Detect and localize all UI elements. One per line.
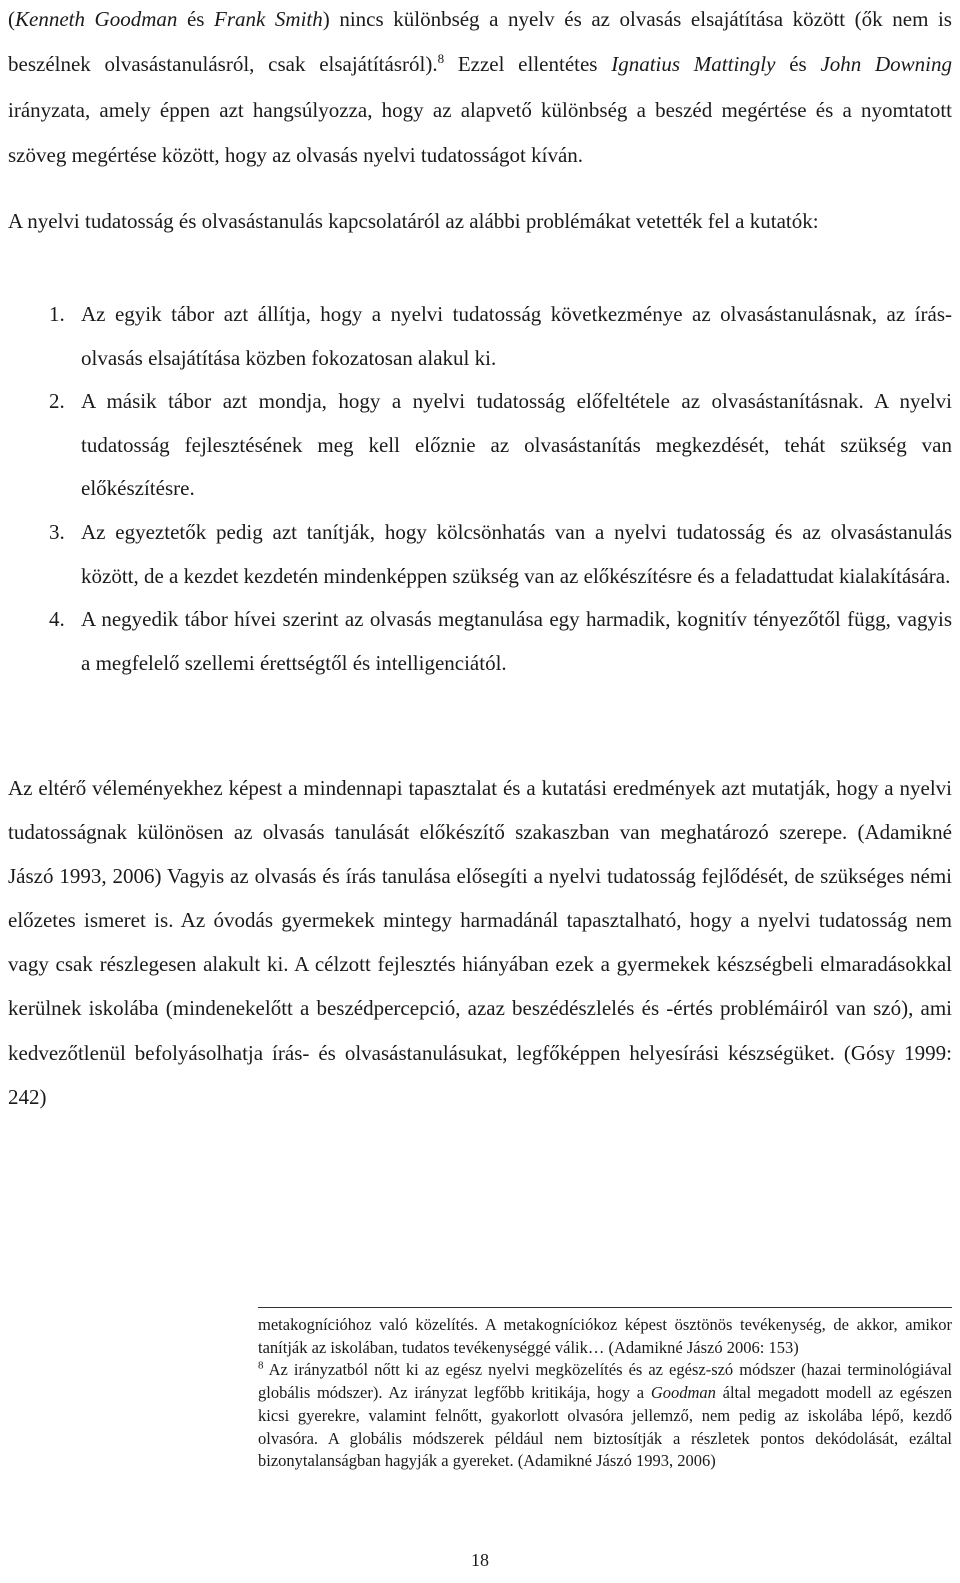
paragraph-intro (8, 0, 952, 178)
list-item-text: A negyedik tábor hívei szerint az olvasás megtanulása egy harmadik, kognitív tényezőtől függ, vagyis a megfelelő szellemi érettségtől és intelligenciától. (81, 607, 952, 675)
footnote-reference: 8 (437, 51, 445, 67)
text-run: ( (8, 7, 15, 31)
author-name: Frank Smith (214, 7, 323, 31)
page-number: 18 (471, 1550, 489, 1570)
footnote-8 (258, 1359, 952, 1473)
text-run: Az irányzatból nőtt ki az egész nyelvi megközelítés és az egész-szó módszer (hazai terminológiával globális módszer). Az irányzat legfőbb kritikája, hogy a (258, 1360, 952, 1403)
text-run: Ezzel ellentétes (444, 52, 612, 77)
list-item (8, 293, 952, 380)
numbered-list (8, 293, 952, 685)
footnote-continuation: metakognícióhoz való közelítés. A metakogníciókoz képest ösztönös tevékenység, de akkor, amikor tanítják az iskolában, tudatos tevékenységgé válik… (Adamikné Jászó 2006: 153) (258, 1315, 952, 1357)
text-run: ) nincs különbség a nyelv és az olvasás elsajátítása között (ők nem is beszélnek olvasástanulásról, csak elsajátításról). (8, 7, 952, 77)
list-item (8, 598, 952, 685)
author-name: Kenneth Goodman (15, 7, 178, 31)
paragraph-conclusion: Az eltérő véleményekhez képest a mindennapi tapasztalat és a kutatási eredmények azt mutatják, hogy a nyelvi tudatosságnak különösen az olvasás tanulását előkészítő szakaszban van meghatározó szerepe. (Adamikné Jászó 1993, 2006) Vagyis az olvasás és írás tanulása elősegíti a nyelvi tudatosság fejlődését, de szükséges némi előzetes ismeret is. Az óvodás gyermekek mintegy harmadánál tapasztalható, hogy a nyelvi tudatosság nem vagy csak részlegesen alakult ki. A célzott fejlesztés hiányában ezek a gyermekek készségbeli elmaradásokkal kerülnek iskolába (mindenekelőtt a beszédpercepció, azaz beszédészlelés és -értés problémáiról van szó), ami kedvezőtlenül befolyásolhatja írás- és olvasástanulásukat, legfőképpen helyesírási készségüket. (Gósy 1999: 242) (8, 776, 952, 1109)
author-name: John Downing (820, 52, 953, 77)
list-number: 1. (49, 302, 65, 326)
list-item (8, 380, 952, 511)
author-name: Ignatius Mattingly (611, 52, 776, 77)
list-item (8, 511, 952, 598)
list-number: 4. (49, 607, 65, 632)
paragraph-problems-intro: A nyelvi tudatosság és olvasástanulás kapcsolatáról az alábbi problémákat vetették fel a kutatók: (8, 209, 819, 233)
text-run: irányzata, amely éppen azt hangsúlyozza, hogy az alapvető különbség a beszéd megértése és a nyomtatott szöveg megértése között, hogy az olvasás nyelvi tudatosságot kíván. (8, 97, 952, 167)
text-run: és (775, 52, 821, 77)
list-number: 3. (49, 519, 65, 544)
footnote-separator (258, 1307, 952, 1308)
text-run: és (177, 7, 215, 31)
list-number: 2. (49, 389, 65, 414)
footnotes (258, 1314, 952, 1473)
author-name: Goodman (650, 1383, 716, 1403)
list-item-text: Az egyeztetők pedig azt tanítják, hogy kölcsönhatás van a nyelvi tudatosság és az olvasástanulás között, de a kezdet kezdetén mindenképpen szükség van az előkészítésre és a feladattudat kialakítására. (81, 519, 952, 588)
list-item-text: A másik tábor azt mondja, hogy a nyelvi tudatosság előfeltétele az olvasástanításnak. A nyelvi tudatosság fejlesztésének meg kell előznie az olvasástanítás megkezdését, tehát szükség van előkészítésre. (81, 389, 952, 501)
footnote-number: 8 (258, 1359, 264, 1372)
text-run: által megadott modell az egészen kicsi gyerekre, valamint felnőtt, gyakorlott olvasóra jellemző, nem pedig az iskolába lépő, kezdő olvasóra. A globális módszerek például nem biztosítják a részletek pontos dekódolását, ezáltal bizonytalanságban hagyják a gyereket. (Adamikné Jászó 1993, 2006) (258, 1383, 952, 1471)
list-item-text: Az egyik tábor azt állítja, hogy a nyelvi tudatosság következménye az olvasástanulásnak, az írás-olvasás elsajátítása közben fokozatosan alakul ki. (81, 302, 952, 370)
